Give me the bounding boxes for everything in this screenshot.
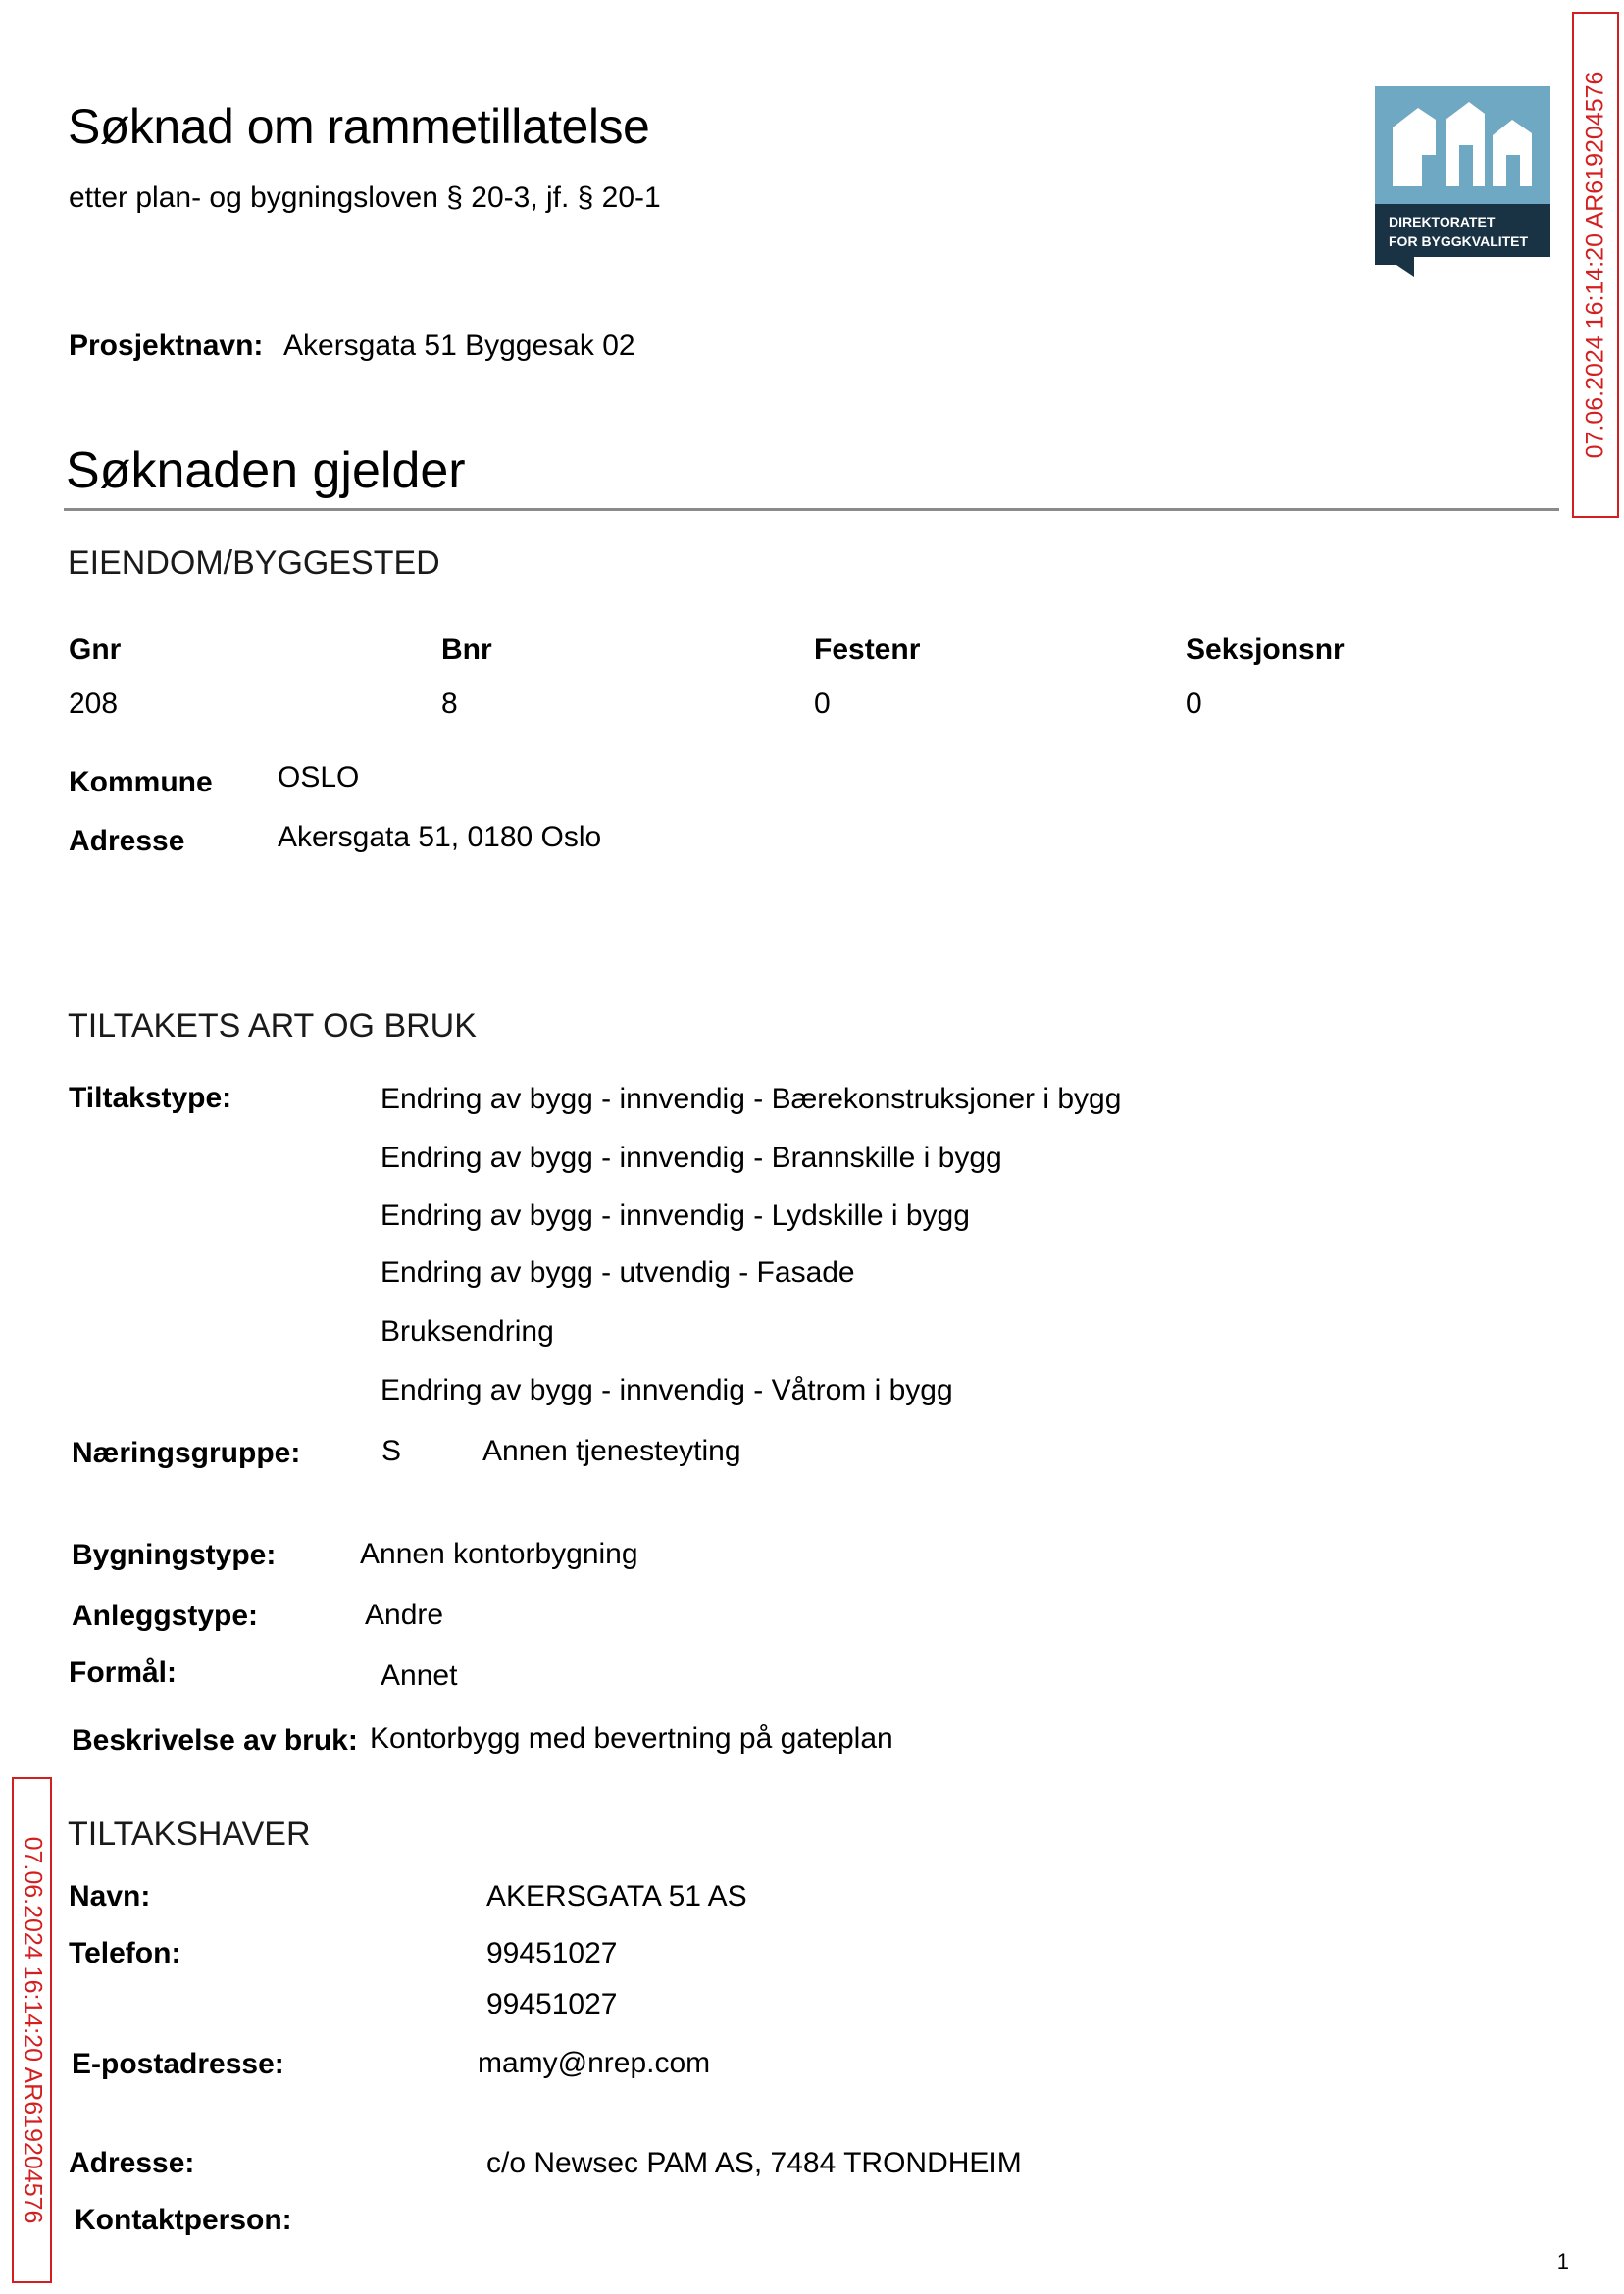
logo-line2: FOR BYGGKVALITET (1389, 233, 1529, 249)
festenr-label: Festenr (814, 634, 921, 666)
bygningstype-value: Annen kontorbygning (360, 1538, 638, 1570)
kommune-value: OSLO (278, 761, 360, 793)
document-title: Søknad om rammetillatelse (68, 99, 650, 154)
seksjonsnr-value: 0 (1186, 688, 1202, 720)
seksjonsnr-label: Seksjonsnr (1186, 634, 1345, 666)
formaal-value: Annet (381, 1659, 458, 1692)
anleggstype-value: Andre (365, 1599, 444, 1631)
stamp-text: 07.06.2024 16:14:20 AR619204576 (19, 1836, 46, 2224)
festenr-value: 0 (814, 688, 831, 720)
tiltakshaver-adresse-label: Adresse: (69, 2147, 195, 2179)
beskrivelse-value: Kontorbygg med bevertning på gateplan (370, 1722, 893, 1755)
tiltakstype-item: Endring av bygg - innvendig - Brannskille i bygg (381, 1142, 1002, 1174)
telefon-label: Telefon: (69, 1937, 181, 1969)
bnr-value: 8 (441, 688, 458, 720)
navn-value: AKERSGATA 51 AS (486, 1880, 747, 1912)
tiltakstype-item: Endring av bygg - innvendig - Lydskille i bygg (381, 1199, 970, 1232)
adresse-label: Adresse (69, 825, 185, 857)
naeringsgruppe-value: Annen tjenesteyting (482, 1435, 741, 1467)
kommune-label: Kommune (69, 766, 213, 798)
gnr-value: 208 (69, 688, 119, 720)
kontaktperson-label: Kontaktperson: (75, 2204, 292, 2236)
telefon-value: 99451027 (486, 1937, 618, 1969)
timestamp-stamp-top (1572, 12, 1619, 518)
project-label: Prosjektnavn: (69, 330, 264, 362)
section-heading-soknaden: Søknaden gjelder (66, 442, 466, 499)
telefon-value: 99451027 (486, 1988, 618, 2020)
dibk-logo-graphic (1375, 86, 1550, 277)
tiltakstype-item: Endring av bygg - innvendig - Våtrom i bygg (381, 1374, 953, 1406)
tiltakstype-item: Endring av bygg - innvendig - Bærekonstruksjoner i bygg (381, 1083, 1122, 1115)
anleggstype-label: Anleggstype: (72, 1600, 259, 1632)
tiltakshaver-heading: TILTAKSHAVER (68, 1815, 311, 1853)
logo-line1: DIREKTORATET (1389, 214, 1496, 229)
adresse-value: Akersgata 51, 0180 Oslo (278, 821, 602, 853)
bygningstype-label: Bygningstype: (72, 1539, 277, 1571)
timestamp-stamp-side (12, 1777, 52, 2283)
gnr-label: Gnr (69, 634, 122, 666)
naeringsgruppe-label: Næringsgruppe: (72, 1437, 301, 1469)
epost-label: E-postadresse: (72, 2048, 284, 2080)
section-divider (64, 508, 1559, 511)
dibk-logo (1375, 86, 1550, 277)
project-value: Akersgata 51 Byggesak 02 (283, 330, 635, 362)
navn-label: Navn: (69, 1880, 151, 1912)
formaal-label: Formål: (69, 1657, 178, 1689)
tiltakstype-item: Endring av bygg - utvendig - Fasade (381, 1256, 855, 1289)
eiendom-heading: EIENDOM/BYGGESTED (68, 544, 440, 582)
tiltakshaver-adresse-value: c/o Newsec PAM AS, 7484 TRONDHEIM (486, 2147, 1022, 2179)
tiltakstype-label: Tiltakstype: (69, 1082, 232, 1114)
naeringsgruppe-code: S (381, 1435, 402, 1467)
tiltak-heading: TILTAKETS ART OG BRUK (68, 1007, 477, 1045)
bnr-label: Bnr (441, 634, 492, 666)
tiltakstype-item: Bruksendring (381, 1315, 554, 1348)
document-subtitle: etter plan- og bygningsloven § 20-3, jf. § 20-1 (69, 181, 661, 214)
stamp-text: 07.06.2024 16:14:20 AR619204576 (1581, 71, 1609, 459)
page-number: 1 (1556, 2249, 1569, 2273)
beskrivelse-label: Beskrivelse av bruk: (72, 1724, 358, 1757)
epost-value: mamy@nrep.com (478, 2047, 711, 2079)
